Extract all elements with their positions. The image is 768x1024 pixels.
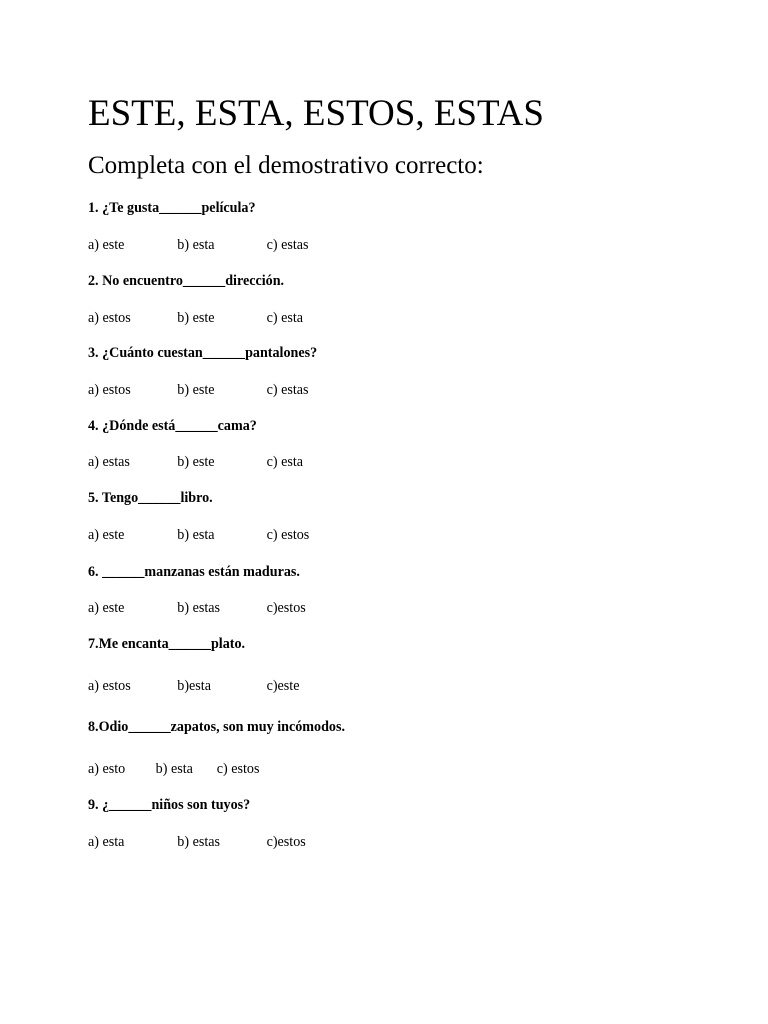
option-a: a) esta [88, 834, 125, 850]
option-c: c) estas [266, 237, 309, 253]
question-7: 7.Me encanta______plato. [88, 636, 246, 652]
question-5: 5. Tengo______libro. [88, 490, 213, 506]
option-a: a) estos [88, 678, 131, 694]
question-2: 2. No encuentro______dirección. [88, 273, 285, 289]
question-9: 9. ¿______niños son tuyos? [88, 797, 251, 813]
option-b: b) este [177, 454, 215, 470]
option-c: c) estos [216, 761, 260, 777]
option-a: a) este [88, 237, 125, 253]
option-b: b) esta [177, 237, 215, 253]
option-a: a) este [88, 600, 125, 616]
worksheet-instructions: Completa con el demostrativo correcto: [88, 152, 484, 179]
option-b: b) este [177, 382, 215, 398]
option-c: c)este [266, 678, 300, 694]
option-b: b) esta [155, 761, 193, 777]
option-b: b)esta [177, 678, 211, 694]
worksheet-title: ESTE, ESTA, ESTOS, ESTAS [88, 93, 544, 134]
option-c: c) esta [266, 454, 304, 470]
option-c: c) estos [266, 527, 310, 543]
option-a: a) este [88, 527, 125, 543]
option-a: a) estas [88, 454, 130, 470]
question-6: 6. ______manzanas están maduras. [88, 564, 300, 580]
option-c: c)estos [266, 600, 306, 616]
option-a: a) esto [88, 761, 126, 777]
option-a: a) estos [88, 310, 131, 326]
option-b: b) esta [177, 527, 215, 543]
question-3: 3. ¿Cuánto cuestan______pantalones? [88, 345, 318, 361]
question-8: 8.Odio______zapatos, son muy incómodos. [88, 719, 345, 735]
option-b: b) este [177, 310, 215, 326]
option-b: b) estas [177, 600, 220, 616]
question-4: 4. ¿Dónde está______cama? [88, 418, 257, 434]
option-c: c) esta [266, 310, 304, 326]
option-a: a) estos [88, 382, 131, 398]
option-b: b) estas [177, 834, 220, 850]
option-c: c) estas [266, 382, 309, 398]
question-1: 1. ¿Te gusta______película? [88, 200, 256, 216]
option-c: c)estos [266, 834, 306, 850]
